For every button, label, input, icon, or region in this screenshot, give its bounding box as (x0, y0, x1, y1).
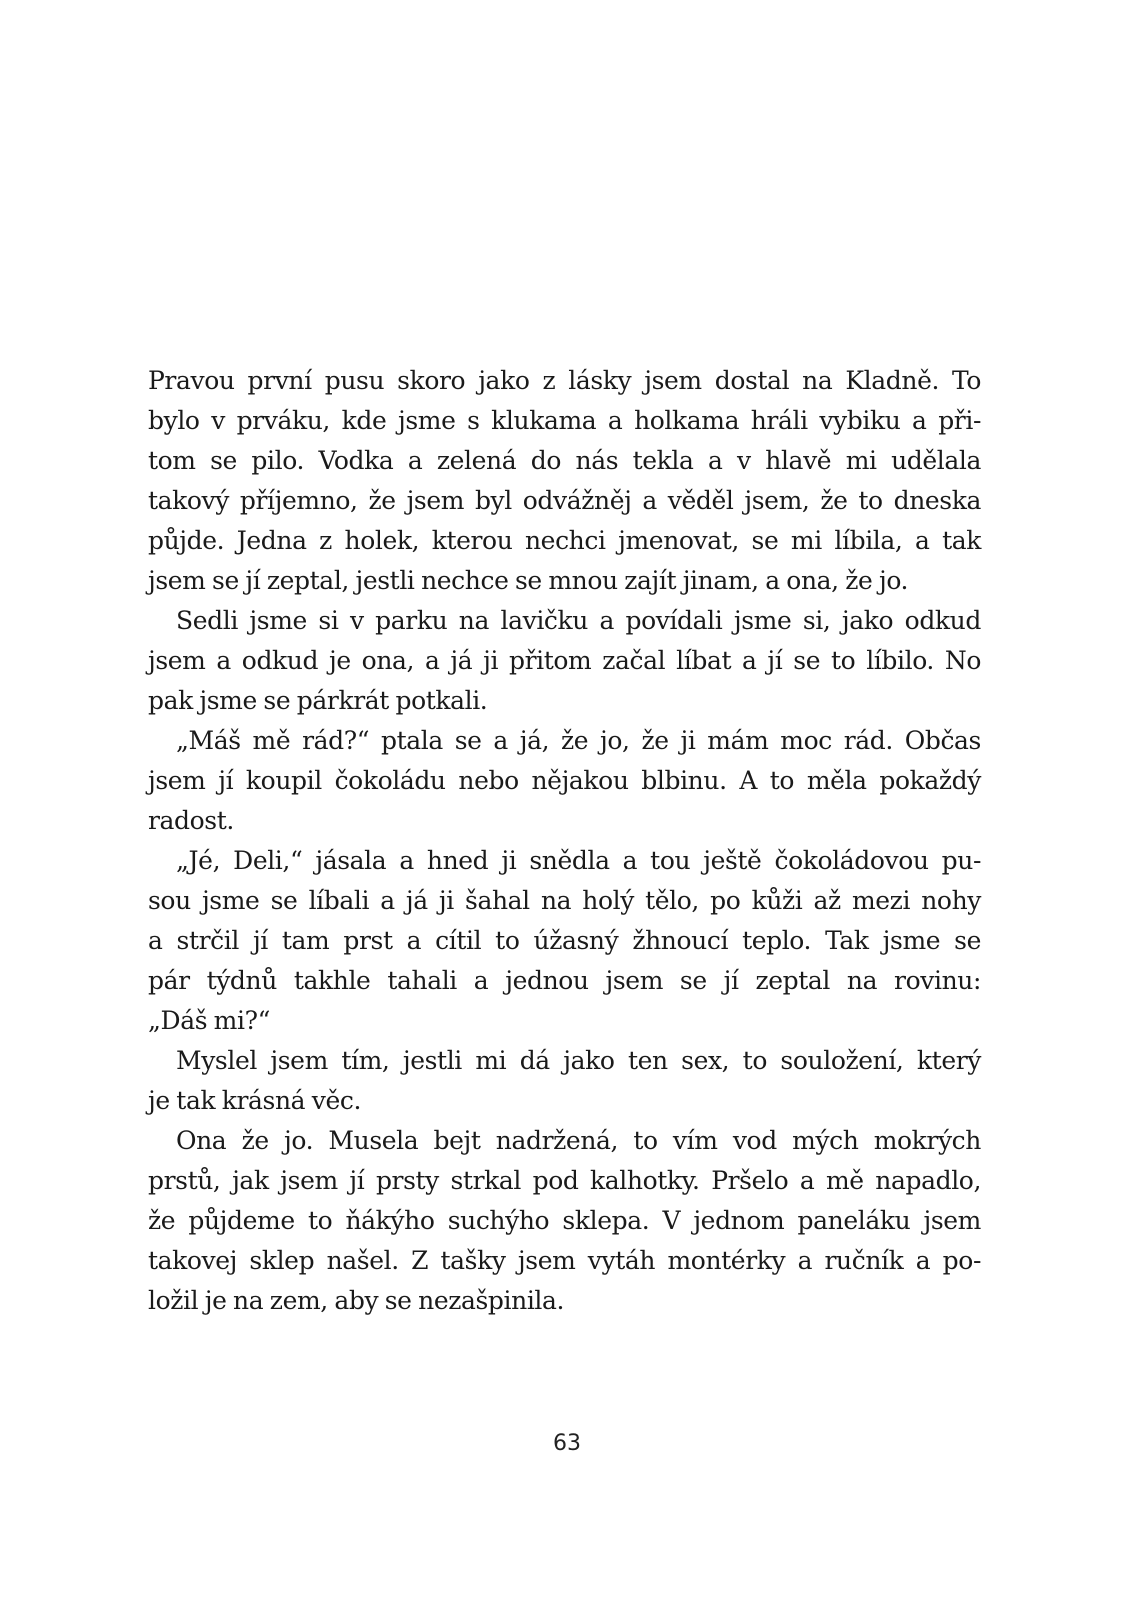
text-line: jsem se jí zeptal, jestli nechce se mnou zajít jinam, a ona, že jo. (148, 566, 909, 595)
text-line: pak jsme se párkrát potkali. (148, 686, 488, 715)
text-line: Pravou první pusu skoro jako z lásky jsem dostal na Kladně. To (148, 366, 981, 395)
page-number: 63 (553, 1431, 581, 1456)
text-line: radost. (148, 806, 234, 835)
text-line: jsem jí koupil čokoládu nebo nějakou blbinu. A to měla pokaždý (148, 766, 981, 795)
text-line: „Jé, Deli,“ jásala a hned ji snědla a tou ještě čokoládovou pu- (176, 846, 981, 875)
text-line: „Dáš mi?“ (148, 1006, 270, 1035)
text-line: půjde. Jedna z holek, kterou nechci jmenovat, se mi líbila, a tak (148, 526, 981, 555)
text-line: ložil je na zem, aby se nezašpinila. (148, 1286, 565, 1315)
body-text (148, 361, 981, 1321)
text-line: pár týdnů takhle tahali a jednou jsem se jí zeptal na rovinu: (148, 966, 981, 995)
text-line: sou jsme se líbali a já ji šahal na holý tělo, po kůži až mezi nohy (148, 886, 981, 915)
text-line: bylo v prváku, kde jsme s klukama a holkama hráli vybiku a při- (148, 406, 981, 435)
text-line: je tak krásná věc. (148, 1086, 361, 1115)
text-line: Ona že jo. Musela bejt nadržená, to vím vod mých mokrých (176, 1126, 981, 1155)
text-line: takový příjemno, že jsem byl odvážněj a věděl jsem, že to dneska (148, 486, 981, 515)
text-line: prstů, jak jsem jí prsty strkal pod kalhotky. Pršelo a mě napadlo, (148, 1166, 981, 1195)
text-line: „Máš mě rád?“ ptala se a já, že jo, že ji mám moc rád. Občas (176, 726, 981, 755)
text-line: Sedli jsme si v parku na lavičku a povídali jsme si, jako odkud (176, 606, 981, 635)
text-line: jsem a odkud je ona, a já ji přitom začal líbat a jí se to líbilo. No (148, 646, 981, 675)
text-line: tom se pilo. Vodka a zelená do nás tekla a v hlavě mi udělala (148, 446, 981, 475)
text-line: Myslel jsem tím, jestli mi dá jako ten sex, to souložení, který (176, 1046, 981, 1075)
text-line: že půjdeme to ňákýho suchýho sklepa. V jednom paneláku jsem (148, 1206, 981, 1235)
text-line: takovej sklep našel. Z tašky jsem vytáh montérky a ručník a po- (148, 1246, 981, 1275)
text-line: a strčil jí tam prst a cítil to úžasný žhnoucí teplo. Tak jsme se (148, 926, 981, 955)
